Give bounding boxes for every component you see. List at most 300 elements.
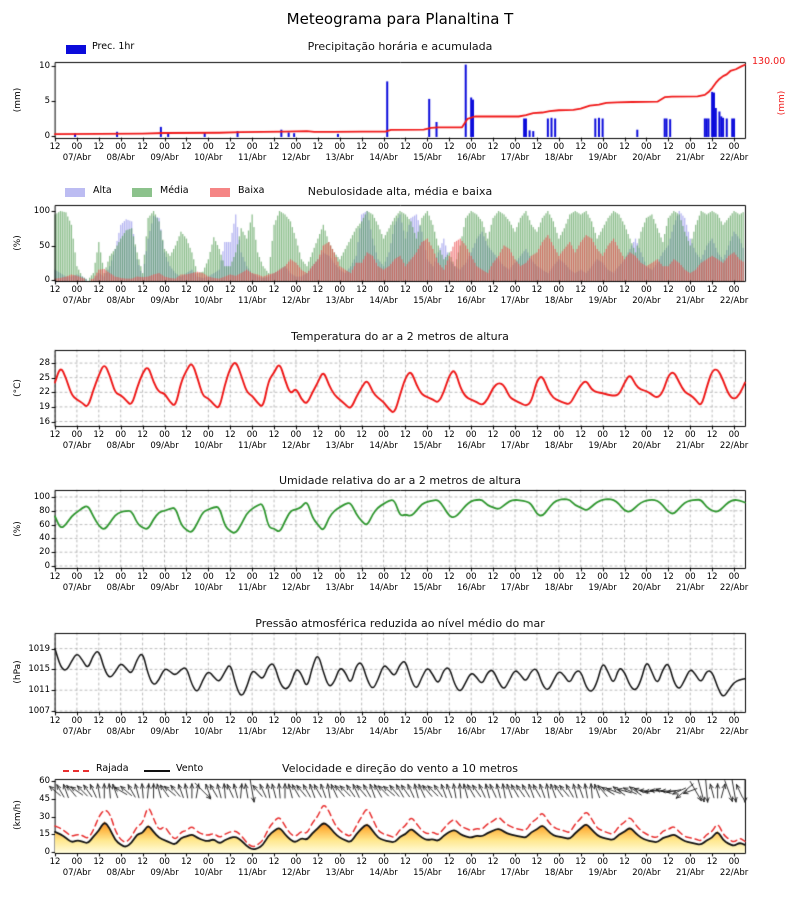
x-hour-label: 12 [312,430,324,440]
x-hour-label: 12 [224,716,236,726]
y-tick-label: 22 [39,387,50,398]
x-hour-label: 12 [356,430,368,440]
x-hour-label: 12 [93,285,105,295]
x-date-label: 20/Abr [632,727,661,737]
x-date-label: 21/Abr [676,441,705,451]
x-hour-label: 12 [487,285,499,295]
x-hour-label: 00 [553,716,565,726]
x-hour-label: 00 [684,572,696,582]
x-hour-label: 00 [71,430,83,440]
x-date-label: 07/Abr [62,296,92,306]
x-date-label: 14/Abr [369,153,398,163]
x-hour-label: 00 [684,285,696,295]
x-date-label: 11/Abr [237,296,267,306]
x-hour-label: 12 [49,716,61,726]
x-hour-label: 00 [465,716,477,726]
x-hour-label: 12 [268,285,280,295]
x-hour-label: 12 [443,430,455,440]
x-date-label: 18/Abr [544,296,573,306]
x-date-label: 19/Abr [588,153,617,163]
x-date-label: 19/Abr [588,583,617,593]
x-hour-label: 00 [728,716,740,726]
x-hour-label: 00 [465,430,477,440]
x-hour-label: 12 [531,572,543,582]
x-hour-label: 12 [487,572,499,582]
x-hour-label: 12 [619,285,630,295]
x-hour-label: 00 [553,857,565,867]
x-hour-label: 12 [312,142,324,152]
pressure-y-axis-label: (hPa) [13,660,23,684]
x-date-label: 09/Abr [150,441,179,451]
x-date-label: 11/Abr [237,727,267,737]
x-hour-label: 12 [575,285,587,295]
x-date-label: 07/Abr [62,441,92,451]
x-date-label: 18/Abr [544,441,573,451]
x-hour-label: 00 [159,716,170,726]
x-hour-label: 00 [246,857,258,867]
y-tick-label: 1011 [28,685,50,696]
temp-y-axis-label: (°C) [13,379,23,397]
x-date-label: 13/Abr [325,583,354,593]
x-date-label: 15/Abr [413,296,442,306]
x-hour-label: 00 [553,285,565,295]
x-date-label: 09/Abr [150,153,179,163]
x-hour-label: 00 [684,716,696,726]
x-hour-label: 12 [706,857,718,867]
x-date-label: 18/Abr [544,868,573,878]
x-date-label: 22/Abr [719,153,749,163]
x-hour-label: 12 [312,572,324,582]
y-tick-label: 60 [39,519,50,530]
x-hour-label: 00 [378,716,389,726]
x-date-label: 11/Abr [237,868,267,878]
x-hour-label: 12 [137,285,149,295]
x-hour-label: 00 [71,716,83,726]
x-date-label: 08/Abr [106,727,135,737]
x-hour-label: 00 [641,430,652,440]
x-date-label: 17/Abr [500,868,530,878]
x-hour-label: 12 [662,430,674,440]
x-hour-label: 12 [137,430,149,440]
x-date-label: 10/Abr [194,153,223,163]
x-hour-label: 12 [662,716,674,726]
clouds-legend-label-alta: Alta [93,185,112,196]
x-date-label: 19/Abr [588,727,617,737]
x-date-label: 17/Abr [500,153,530,163]
x-hour-label: 12 [619,716,630,726]
x-hour-label: 12 [49,430,61,440]
x-date-label: 14/Abr [369,868,398,878]
wind-legend-line-sample [144,770,170,772]
x-hour-label: 12 [531,430,543,440]
x-hour-label: 12 [662,572,674,582]
x-date-label: 20/Abr [632,441,661,451]
x-hour-label: 12 [443,716,455,726]
y-tick-label: 0 [44,561,50,571]
wind-y-axis-label: (km/h) [13,800,23,830]
y-tick-label: 50 [39,240,50,251]
x-hour-label: 12 [575,430,587,440]
x-hour-label: 12 [487,142,499,152]
x-hour-label: 12 [49,857,61,867]
x-hour-label: 12 [224,142,236,152]
x-hour-label: 00 [115,142,127,152]
x-hour-label: 12 [312,285,324,295]
x-date-label: 15/Abr [413,583,442,593]
x-date-label: 16/Abr [456,727,486,737]
x-hour-label: 00 [509,572,521,582]
x-hour-label: 12 [181,716,192,726]
x-hour-label: 12 [93,142,105,152]
x-hour-label: 12 [619,857,630,867]
x-hour-label: 00 [728,572,740,582]
x-date-label: 12/Abr [281,441,311,451]
precip-panel-title: Precipitação horária e acumulada [307,40,493,53]
x-hour-label: 00 [641,142,652,152]
x-hour-label: 00 [421,857,433,867]
x-hour-label: 00 [465,142,477,152]
x-date-label: 16/Abr [456,868,486,878]
x-date-label: 14/Abr [369,296,398,306]
x-hour-label: 12 [93,857,105,867]
x-hour-label: 00 [159,572,170,582]
x-date-label: 20/Abr [632,153,661,163]
clouds-panel-title: Nebulosidade alta, média e baixa [307,185,493,198]
x-date-label: 10/Abr [194,583,223,593]
y-tick-label: 16 [39,416,50,427]
x-hour-label: 12 [49,572,61,582]
x-hour-label: 12 [575,716,587,726]
x-date-label: 10/Abr [194,727,223,737]
x-date-label: 16/Abr [456,441,486,451]
x-date-label: 15/Abr [413,153,442,163]
y-tick-label: 0 [44,847,50,857]
x-date-label: 21/Abr [676,153,705,163]
x-hour-label: 00 [334,716,346,726]
x-hour-label: 00 [641,572,652,582]
x-hour-label: 12 [224,285,236,295]
x-hour-label: 00 [202,142,214,152]
wind-legend-label-rajada: Rajada [96,763,129,774]
x-date-label: 15/Abr [413,868,442,878]
x-hour-label: 00 [290,430,302,440]
x-hour-label: 12 [531,716,543,726]
humidity-y-axis-label: (%) [13,521,23,537]
y-tick-label: 1007 [28,706,50,716]
x-hour-label: 00 [421,716,433,726]
x-hour-label: 00 [202,430,214,440]
clouds-legend-swatch-baixa [210,188,230,197]
x-date-label: 09/Abr [150,868,179,878]
x-hour-label: 00 [159,857,170,867]
x-date-label: 19/Abr [588,441,617,451]
x-hour-label: 00 [597,285,609,295]
x-hour-label: 12 [400,285,411,295]
y-tick-label: 0 [44,131,50,141]
x-date-label: 18/Abr [544,727,573,737]
x-hour-label: 00 [334,142,346,152]
x-hour-label: 00 [334,285,346,295]
y-tick-label: 5 [44,96,50,106]
x-hour-label: 00 [159,285,170,295]
x-hour-label: 12 [93,716,105,726]
x-hour-label: 12 [312,716,324,726]
x-hour-label: 12 [268,716,280,726]
x-hour-label: 00 [115,572,127,582]
x-hour-label: 12 [706,572,718,582]
x-hour-label: 00 [378,142,389,152]
x-hour-label: 00 [597,857,609,867]
x-date-label: 15/Abr [413,727,442,737]
x-hour-label: 00 [641,716,652,726]
y-tick-label: 30 [39,811,50,822]
pressure-panel-title: Pressão atmosférica reduzida ao nível médio do mar [255,617,545,630]
x-hour-label: 00 [115,857,127,867]
page-title: Meteograma para Planaltina T [286,10,514,28]
x-hour-label: 12 [181,572,192,582]
wind-legend-dash-sample [63,770,89,772]
x-hour-label: 12 [268,572,280,582]
x-hour-label: 12 [531,857,543,867]
x-date-label: 16/Abr [456,583,486,593]
x-hour-label: 00 [246,572,258,582]
x-hour-label: 12 [356,285,368,295]
x-hour-label: 12 [531,285,543,295]
x-hour-label: 12 [487,857,499,867]
x-hour-label: 00 [246,285,258,295]
x-date-label: 22/Abr [719,296,749,306]
x-date-label: 22/Abr [719,441,749,451]
x-hour-label: 00 [290,716,302,726]
x-hour-label: 00 [465,285,477,295]
x-hour-label: 12 [224,430,236,440]
temp-panel-title: Temperatura do ar a 2 metros de altura [291,330,509,343]
x-hour-label: 12 [531,142,543,152]
x-hour-label: 00 [115,430,127,440]
x-date-label: 18/Abr [544,153,573,163]
x-hour-label: 00 [290,142,302,152]
y-tick-label: 20 [39,547,50,558]
x-hour-label: 12 [268,857,280,867]
x-hour-label: 00 [159,430,170,440]
x-hour-label: 00 [71,572,83,582]
x-hour-label: 00 [728,430,740,440]
precip-right-axis-max: 130.00 [752,56,786,67]
x-hour-label: 00 [71,285,83,295]
x-hour-label: 12 [356,857,368,867]
x-date-label: 16/Abr [456,296,486,306]
x-hour-label: 00 [202,572,214,582]
x-date-label: 12/Abr [281,296,311,306]
x-hour-label: 00 [290,572,302,582]
precip-right-axis-label: (mm) [777,90,787,116]
x-hour-label: 12 [224,572,236,582]
x-hour-label: 12 [662,142,674,152]
x-hour-label: 00 [334,857,346,867]
y-tick-label: 25 [39,372,50,383]
x-date-label: 20/Abr [632,296,661,306]
x-hour-label: 12 [575,857,587,867]
y-tick-label: 19 [39,401,50,412]
x-hour-label: 12 [619,572,630,582]
x-hour-label: 00 [421,285,433,295]
x-hour-label: 00 [728,285,740,295]
x-hour-label: 00 [597,716,609,726]
x-hour-label: 00 [246,430,258,440]
x-date-label: 11/Abr [237,583,267,593]
x-hour-label: 00 [421,572,433,582]
x-date-label: 12/Abr [281,153,311,163]
x-hour-label: 12 [224,857,236,867]
y-tick-label: 100 [33,492,50,502]
x-hour-label: 00 [509,430,521,440]
clouds-legend-label-baixa: Baixa [238,185,265,196]
y-tick-label: 15 [39,829,50,840]
x-hour-label: 00 [728,142,740,152]
y-tick-label: 40 [39,533,50,544]
x-hour-label: 00 [202,285,214,295]
x-hour-label: 00 [641,857,652,867]
precip-legend-label: Prec. 1hr [92,41,135,52]
x-date-label: 19/Abr [588,868,617,878]
x-date-label: 18/Abr [544,583,573,593]
x-date-label: 08/Abr [106,153,135,163]
x-date-label: 11/Abr [237,153,267,163]
clouds-legend-swatch-media [132,188,152,197]
x-hour-label: 12 [706,716,718,726]
x-hour-label: 12 [706,430,718,440]
x-hour-label: 12 [575,142,587,152]
x-hour-label: 12 [181,285,192,295]
x-hour-label: 00 [728,857,740,867]
x-hour-label: 12 [268,430,280,440]
x-date-label: 14/Abr [369,583,398,593]
x-hour-label: 00 [334,572,346,582]
x-date-label: 22/Abr [719,727,749,737]
x-hour-label: 00 [290,857,302,867]
y-tick-label: 45 [39,793,50,804]
x-hour-label: 12 [356,142,368,152]
x-date-label: 10/Abr [194,296,223,306]
x-hour-label: 00 [597,572,609,582]
x-hour-label: 00 [378,572,389,582]
x-hour-label: 00 [684,430,696,440]
x-hour-label: 12 [662,285,674,295]
x-date-label: 11/Abr [237,441,267,451]
x-hour-label: 00 [684,857,696,867]
x-hour-label: 00 [553,142,565,152]
x-hour-label: 12 [443,857,455,867]
x-hour-label: 12 [443,142,455,152]
x-date-label: 09/Abr [150,727,179,737]
x-hour-label: 12 [400,142,411,152]
x-hour-label: 12 [619,430,630,440]
x-hour-label: 12 [400,857,411,867]
y-tick-label: 60 [39,776,50,787]
x-date-label: 21/Abr [676,727,705,737]
x-hour-label: 12 [312,857,324,867]
x-date-label: 07/Abr [62,153,92,163]
x-hour-label: 00 [597,142,609,152]
x-hour-label: 00 [421,430,433,440]
x-hour-label: 00 [71,142,83,152]
x-hour-label: 12 [487,716,499,726]
x-hour-label: 00 [378,857,389,867]
x-date-label: 13/Abr [325,727,354,737]
wind-panel-title: Velocidade e direção do vento a 10 metros [282,762,518,775]
x-hour-label: 12 [662,857,674,867]
y-tick-label: 10 [39,61,50,71]
x-hour-label: 12 [487,430,499,440]
y-tick-label: 80 [39,505,50,516]
x-hour-label: 12 [443,572,455,582]
x-hour-label: 00 [378,430,389,440]
x-hour-label: 12 [706,142,718,152]
x-hour-label: 00 [246,142,258,152]
x-date-label: 19/Abr [588,296,617,306]
clouds-legend-label-media: Média [160,185,189,196]
x-hour-label: 12 [137,142,149,152]
x-date-label: 13/Abr [325,296,354,306]
x-date-label: 21/Abr [676,296,705,306]
x-hour-label: 00 [509,716,521,726]
x-hour-label: 12 [400,716,411,726]
x-hour-label: 12 [356,572,368,582]
x-date-label: 08/Abr [106,868,135,878]
y-tick-label: 1015 [28,664,50,675]
x-hour-label: 00 [290,285,302,295]
x-date-label: 09/Abr [150,296,179,306]
x-hour-label: 00 [421,142,433,152]
x-date-label: 20/Abr [632,583,661,593]
y-tick-label: 28 [39,358,50,369]
y-tick-label: 100 [33,206,50,216]
x-hour-label: 12 [181,857,192,867]
x-hour-label: 00 [71,857,83,867]
x-hour-label: 00 [509,857,521,867]
x-hour-label: 00 [159,142,170,152]
x-hour-label: 12 [356,716,368,726]
x-hour-label: 12 [181,142,192,152]
x-hour-label: 12 [268,142,280,152]
x-date-label: 14/Abr [369,441,398,451]
x-date-label: 07/Abr [62,583,92,593]
x-hour-label: 00 [684,142,696,152]
x-hour-label: 12 [400,572,411,582]
x-hour-label: 00 [553,430,565,440]
x-date-label: 12/Abr [281,583,311,593]
x-hour-label: 00 [509,142,521,152]
x-hour-label: 12 [137,857,149,867]
x-hour-label: 00 [334,430,346,440]
x-hour-label: 12 [400,430,411,440]
x-hour-label: 00 [597,430,609,440]
x-date-label: 17/Abr [500,727,530,737]
x-hour-label: 12 [706,285,718,295]
x-date-label: 13/Abr [325,868,354,878]
x-date-label: 17/Abr [500,583,530,593]
x-date-label: 22/Abr [719,583,749,593]
precip-y-axis-label: (mm) [13,87,23,113]
x-date-label: 10/Abr [194,868,223,878]
x-date-label: 21/Abr [676,583,705,593]
x-date-label: 15/Abr [413,441,442,451]
y-tick-label: 1019 [28,643,50,654]
x-date-label: 07/Abr [62,727,92,737]
x-date-label: 22/Abr [719,868,749,878]
x-hour-label: 12 [619,142,630,152]
x-hour-label: 12 [93,430,105,440]
